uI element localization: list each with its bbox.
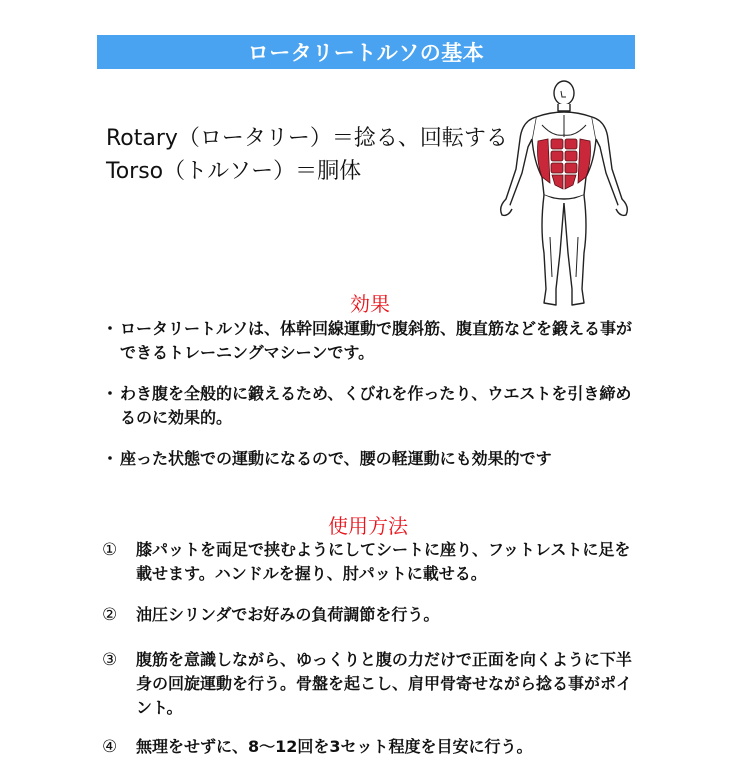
step-text-4: 無理をせずに、8〜12回を3セット程度を目安に行う。 bbox=[136, 737, 533, 756]
list-item bbox=[102, 382, 640, 430]
effect-text-3: 座った状態での運動になるので、腰の軽運動にも効果的です bbox=[120, 449, 552, 468]
step-number: ② bbox=[102, 605, 118, 625]
bullet-mark: ・ bbox=[102, 384, 119, 403]
bullet-mark: ・ bbox=[102, 319, 119, 338]
list-item bbox=[102, 648, 636, 720]
bullet-mark: ・ bbox=[102, 449, 119, 468]
definitions bbox=[106, 122, 508, 188]
effect-text-1: ロータリートルソは、体幹回線運動で腹斜筋、腹直筋などを鍛える事ができるトレーニングマシーンです。 bbox=[120, 319, 633, 362]
page-title-banner bbox=[97, 35, 635, 69]
step-text-2: 油圧シリンダでお好みの負荷調節を行う。 bbox=[136, 605, 440, 624]
list-item bbox=[102, 735, 636, 759]
list-item bbox=[102, 447, 640, 471]
definition-torso: Torso（トルソー）＝胴体 bbox=[106, 159, 362, 184]
step-text-1: 膝パットを両足で挟むようにしてシートに座り、フットレストに足を載せます。ハンドルを握り、肘パットに載せる。 bbox=[136, 540, 631, 583]
usage-heading: 使用方法 bbox=[328, 514, 408, 538]
step-text-3: 腹筋を意識しながら、ゆっくりと腹の力だけで正面を向くように下半身の回旋運動を行う。骨盤を起こし、肩甲骨寄せながら捻る事がポイント。 bbox=[136, 650, 633, 717]
list-item bbox=[102, 603, 636, 627]
step-number: ④ bbox=[102, 737, 118, 757]
list-item bbox=[102, 538, 636, 586]
step-number: ① bbox=[102, 540, 118, 560]
page-title: ロータリートルソの基本 bbox=[247, 41, 485, 65]
effects-heading: 効果 bbox=[350, 292, 390, 316]
step-number: ③ bbox=[102, 650, 118, 670]
effect-text-2: わき腹を全般的に鍛えるため、くびれを作ったり、ウエストを引き締めるのに効果的。 bbox=[120, 384, 632, 427]
human-anatomy-icon bbox=[498, 77, 630, 313]
list-item bbox=[102, 317, 640, 365]
definition-rotary: Rotary（ロータリー）＝捻る、回転する bbox=[106, 126, 508, 151]
